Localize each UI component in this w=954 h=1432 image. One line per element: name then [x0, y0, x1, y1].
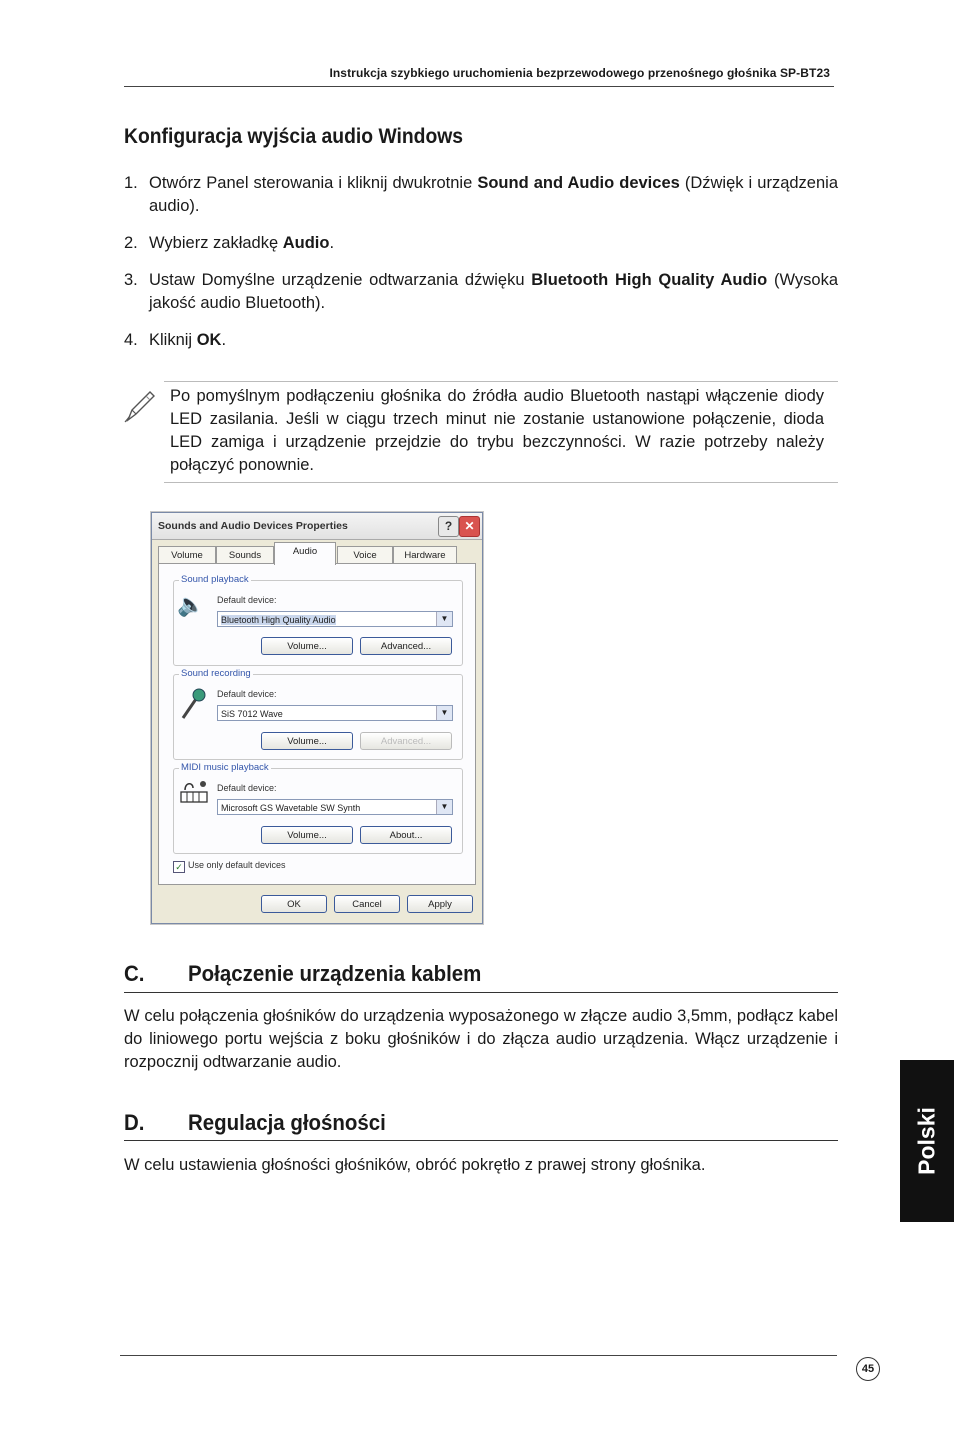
- tab-sounds[interactable]: Sounds: [216, 546, 274, 564]
- default-device-label: Default device:: [217, 783, 277, 793]
- audio-tab-panel: [158, 563, 476, 885]
- section-d-divider: [124, 1140, 838, 1141]
- chevron-down-icon: ▼: [436, 706, 452, 720]
- playback-device-select[interactable]: Bluetooth High Quality Audio ▼: [217, 611, 453, 627]
- ok-button[interactable]: OK: [261, 895, 327, 913]
- language-side-tab: [900, 1060, 954, 1222]
- help-icon[interactable]: ?: [438, 516, 459, 537]
- pen-icon: [122, 388, 158, 424]
- footer-divider: [120, 1355, 837, 1356]
- recording-device-select[interactable]: SiS 7012 Wave ▼: [217, 705, 453, 721]
- close-icon[interactable]: ✕: [459, 516, 480, 537]
- checkbox-label: Use only default devices: [188, 860, 286, 870]
- group-label: Sound recording: [181, 668, 251, 679]
- default-device-label: Default device:: [217, 689, 277, 699]
- section-title-audio-output: Konfiguracja wyjścia audio Windows: [124, 125, 464, 148]
- midi-volume-button[interactable]: Volume...: [261, 826, 353, 844]
- playback-volume-button[interactable]: Volume...: [261, 637, 353, 655]
- playback-advanced-button[interactable]: Advanced...: [360, 637, 452, 655]
- default-device-label: Default device:: [217, 595, 277, 605]
- step-item: 4. Kliknij OK.: [124, 331, 227, 349]
- steps-list: [124, 172, 838, 366]
- section-c-title: Połączenie urządzenia kablem: [188, 961, 482, 986]
- cancel-button[interactable]: Cancel: [334, 895, 400, 913]
- group-label: MIDI music playback: [181, 762, 269, 773]
- section-d-letter: D.: [124, 1110, 145, 1135]
- tab-audio[interactable]: Audio: [274, 542, 336, 565]
- midi-device-select[interactable]: Microsoft GS Wavetable SW Synth ▼: [217, 799, 453, 815]
- sound-audio-dialog: [151, 512, 483, 924]
- group-label: Sound playback: [181, 574, 249, 585]
- midi-keyboard-icon: [179, 778, 211, 806]
- dialog-title: Sounds and Audio Devices Properties: [158, 520, 348, 532]
- midi-about-button[interactable]: About...: [360, 826, 452, 844]
- section-c-text: W celu połączenia głośników do urządzenia wyposażonego w złącze audio 3,5mm, podłącz kabel do liniowego portu wejścia z boku głośników i do złącza audio urządzenia. Włącz urządzenie i rozpocznij odtwarzanie audio.: [124, 1007, 838, 1071]
- tab-hardware[interactable]: Hardware: [393, 546, 457, 564]
- section-d-title: Regulacja głośności: [188, 1110, 386, 1135]
- microphone-icon: [179, 686, 209, 720]
- note-text: Po pomyślnym podłączeniu głośnika do źródła audio Bluetooth nastąpi włączenie diody LED zasilania. Jeśli w ciągu trzech minut nie zostanie ustanowione połączenie, dioda LED zamiga i urządzenie przejdzie do trybu bezczynności. W razie potrzeby należy połączyć ponownie.: [170, 387, 824, 474]
- chevron-down-icon: ▼: [436, 612, 452, 626]
- apply-button[interactable]: Apply: [407, 895, 473, 913]
- language-label: Polski: [913, 1107, 940, 1175]
- step-item: 1. Otwórz Panel sterowania i kliknij dwukrotnie Sound and Audio devices (Dźwięk i urządzenia audio).: [124, 174, 838, 215]
- speaker-icon: 🔈: [177, 592, 205, 617]
- section-c-letter: C.: [124, 961, 145, 986]
- page-header-title: Instrukcja szybkiego uruchomienia bezprzewodowego przenośnego głośnika SP-BT23: [329, 66, 830, 80]
- page-number: 45: [856, 1357, 880, 1381]
- tab-volume[interactable]: Volume: [158, 546, 216, 564]
- section-d-text: W celu ustawienia głośności głośników, obróć pokrętło z prawej strony głośnika.: [124, 1156, 706, 1174]
- step-item: 2. Wybierz zakładkę Audio.: [124, 234, 335, 252]
- chevron-down-icon: ▼: [436, 800, 452, 814]
- use-default-devices-checkbox[interactable]: ✓: [173, 861, 185, 873]
- header-divider: [124, 86, 834, 87]
- recording-advanced-button: Advanced...: [360, 732, 452, 750]
- recording-volume-button[interactable]: Volume...: [261, 732, 353, 750]
- section-c-divider: [124, 992, 838, 993]
- step-item: 3. Ustaw Domyślne urządzenie odtwarzania dźwięku Bluetooth High Quality Audio (Wysoka jakość audio Bluetooth).: [124, 271, 838, 312]
- tab-voice[interactable]: Voice: [337, 546, 393, 564]
- dialog-titlebar: [152, 513, 482, 540]
